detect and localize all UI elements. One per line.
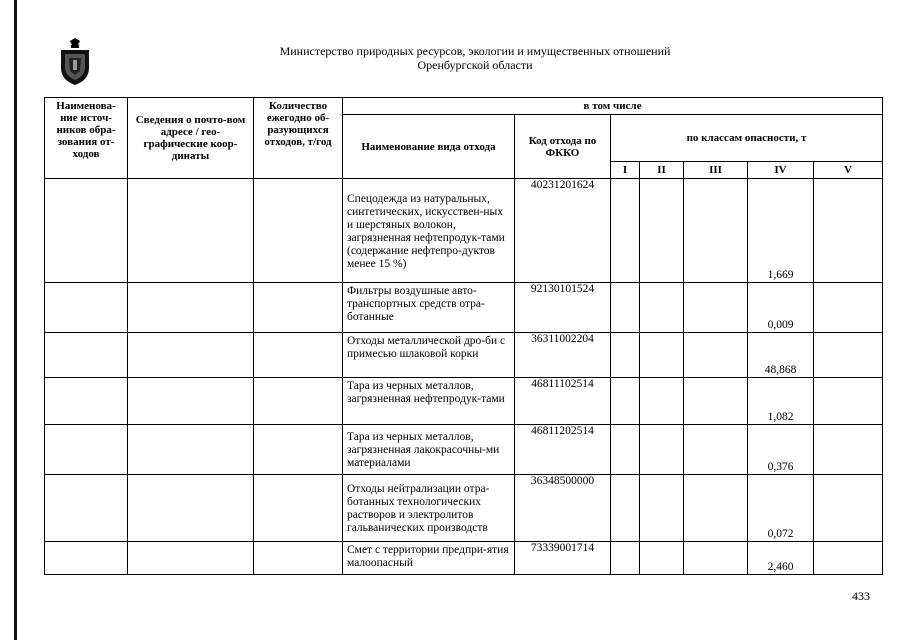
source-cell	[45, 542, 128, 575]
class-iii-cell	[684, 283, 748, 333]
class-i-cell	[611, 378, 640, 425]
class-v-cell	[814, 542, 883, 575]
header-waste-name: Наименование вида отхода	[343, 115, 515, 179]
class-v-cell	[814, 425, 883, 475]
table-row	[45, 425, 883, 475]
header-class-ii: II	[640, 162, 684, 179]
class-v-cell	[814, 283, 883, 333]
class-iii-cell	[684, 179, 748, 283]
address-cell	[128, 283, 254, 333]
class-iii-cell	[684, 333, 748, 378]
waste-name-cell: Отходы металлической дро-би с примесью шлаковой корки	[343, 333, 515, 378]
coat-of-arms-icon	[58, 38, 92, 86]
quantity-cell	[254, 475, 343, 542]
class-iv-cell: 0,376	[748, 425, 814, 475]
quantity-cell	[254, 425, 343, 475]
header-class-iv: IV	[748, 162, 814, 179]
source-cell	[45, 475, 128, 542]
class-v-cell	[814, 475, 883, 542]
address-cell	[128, 475, 254, 542]
quantity-cell	[254, 333, 343, 378]
waste-name-cell: Отходы нейтрализации отра-ботанных технологических растворов и электролитов гальванических производств	[343, 475, 515, 542]
class-ii-cell	[640, 333, 684, 378]
address-cell	[128, 378, 254, 425]
class-v-cell	[814, 179, 883, 283]
address-cell	[128, 333, 254, 378]
header-class-i: I	[611, 162, 640, 179]
quantity-cell	[254, 378, 343, 425]
class-iii-cell	[684, 425, 748, 475]
fkko-code-cell: 36348500000	[515, 475, 611, 542]
quantity-cell	[254, 179, 343, 283]
class-ii-cell	[640, 179, 684, 283]
class-iii-cell	[684, 378, 748, 425]
header-hazard-classes: по классам опасности, т	[611, 115, 883, 162]
fkko-code-cell: 46811102514	[515, 378, 611, 425]
fkko-code-cell: 73339001714	[515, 542, 611, 575]
header-class-iii: III	[684, 162, 748, 179]
waste-table	[44, 97, 883, 575]
class-ii-cell	[640, 425, 684, 475]
class-i-cell	[611, 179, 640, 283]
ministry-name: Министерство природных ресурсов, экологии и имущественных отношений	[279, 44, 671, 58]
header-fkko-code: Код отхода по ФККО	[515, 115, 611, 179]
class-ii-cell	[640, 283, 684, 333]
quantity-cell	[254, 283, 343, 333]
table-row	[45, 333, 883, 378]
table-row	[45, 179, 883, 283]
source-cell	[45, 333, 128, 378]
address-cell	[128, 542, 254, 575]
class-iv-cell: 0,072	[748, 475, 814, 542]
header-quantity: Количество ежегодно об-разующихся отходов, т/год	[254, 98, 343, 179]
table-row	[45, 542, 883, 575]
header-including: в том числе	[343, 98, 883, 115]
source-cell	[45, 425, 128, 475]
class-v-cell	[814, 378, 883, 425]
waste-name-cell: Смет с территории предпри-ятия малоопасный	[343, 542, 515, 575]
fkko-code-cell: 92130101524	[515, 283, 611, 333]
fkko-code-cell: 36311002204	[515, 333, 611, 378]
class-v-cell	[814, 333, 883, 378]
header-class-v: V	[814, 162, 883, 179]
table-row	[45, 378, 883, 425]
fkko-code-cell: 40231201624	[515, 179, 611, 283]
class-i-cell	[611, 283, 640, 333]
address-cell	[128, 425, 254, 475]
document-header	[190, 44, 760, 72]
class-i-cell	[611, 425, 640, 475]
class-i-cell	[611, 475, 640, 542]
table-row	[45, 475, 883, 542]
quantity-cell	[254, 542, 343, 575]
class-iv-cell: 0,009	[748, 283, 814, 333]
waste-name-cell: Тара из черных металлов, загрязненная лакокрасочны-ми материалами	[343, 425, 515, 475]
class-iii-cell	[684, 475, 748, 542]
class-iv-cell: 1,669	[748, 179, 814, 283]
source-cell	[45, 179, 128, 283]
header-address: Сведения о почто-вом адресе / гео-графические коор-динаты	[128, 98, 254, 179]
class-iv-cell: 48,868	[748, 333, 814, 378]
waste-name-cell: Фильтры воздушные авто-транспортных средств отра-ботанные	[343, 283, 515, 333]
address-cell	[128, 179, 254, 283]
class-ii-cell	[640, 475, 684, 542]
class-ii-cell	[640, 542, 684, 575]
class-i-cell	[611, 542, 640, 575]
page-number: 433	[852, 589, 870, 603]
fkko-code-cell: 46811202514	[515, 425, 611, 475]
header-source: Наименова-ние источ-ников обра-зования от-ходов	[45, 98, 128, 179]
class-iv-cell: 2,460	[748, 542, 814, 575]
binding-edge	[14, 0, 17, 640]
class-iii-cell	[684, 542, 748, 575]
region-name: Оренбургской области	[417, 58, 533, 72]
class-iv-cell: 1,082	[748, 378, 814, 425]
class-ii-cell	[640, 378, 684, 425]
waste-name-cell: Тара из черных металлов, загрязненная нефтепродук-тами	[343, 378, 515, 425]
source-cell	[45, 283, 128, 333]
waste-name-cell: Спецодежда из натуральных, синтетических, искусствен-ных и шерстяных волокон, загрязненная нефтепродук-тами (содержание нефтепро-дуктов менее 15 %)	[343, 179, 515, 283]
table-row	[45, 283, 883, 333]
source-cell	[45, 378, 128, 425]
class-i-cell	[611, 333, 640, 378]
